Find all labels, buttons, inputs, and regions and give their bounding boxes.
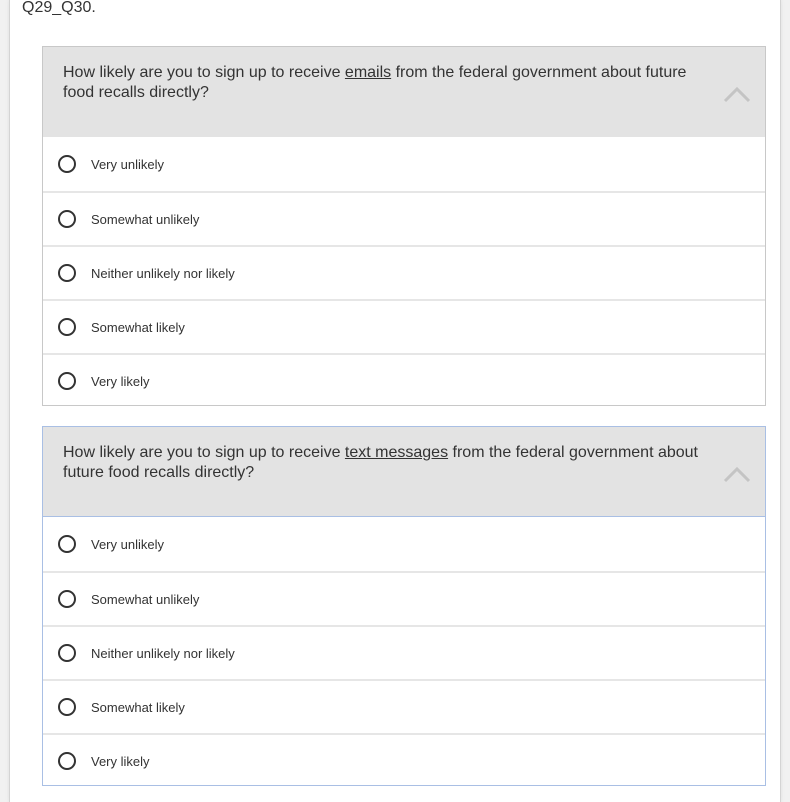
option-very-likely[interactable] bbox=[43, 353, 765, 407]
option-very-likely[interactable] bbox=[43, 733, 765, 787]
chevron-up-icon[interactable] bbox=[723, 465, 751, 483]
question-card-text-messages bbox=[42, 426, 766, 786]
question-text-after: from the federal government about future food recalls directly? bbox=[63, 444, 698, 481]
option-neither[interactable] bbox=[43, 245, 765, 299]
question-text bbox=[63, 444, 698, 481]
question-text bbox=[63, 64, 686, 101]
option-neither[interactable] bbox=[43, 625, 765, 679]
option-label: Very likely bbox=[91, 373, 150, 389]
option-list bbox=[43, 517, 765, 787]
option-somewhat-likely[interactable] bbox=[43, 679, 765, 733]
option-label: Very unlikely bbox=[91, 536, 164, 552]
radio-unchecked-icon[interactable] bbox=[58, 535, 76, 553]
radio-unchecked-icon[interactable] bbox=[58, 644, 76, 662]
question-text-underlined: text messages bbox=[344, 444, 449, 461]
radio-unchecked-icon[interactable] bbox=[58, 210, 76, 228]
radio-unchecked-icon[interactable] bbox=[58, 590, 76, 608]
radio-unchecked-icon[interactable] bbox=[58, 318, 76, 336]
option-label: Neither unlikely nor likely bbox=[91, 265, 235, 281]
radio-unchecked-icon[interactable] bbox=[58, 752, 76, 770]
chevron-up-icon[interactable] bbox=[723, 85, 751, 103]
option-label: Very unlikely bbox=[91, 156, 164, 172]
option-label: Somewhat likely bbox=[91, 319, 185, 335]
question-text-after: from the federal government about future food recalls directly? bbox=[63, 64, 687, 101]
question-text-underlined: emails bbox=[344, 64, 392, 81]
option-somewhat-unlikely[interactable] bbox=[43, 571, 765, 625]
question-id-label: Q29_Q30. bbox=[22, 0, 96, 16]
question-header[interactable] bbox=[43, 47, 765, 137]
option-label: Very likely bbox=[91, 753, 150, 769]
option-very-unlikely[interactable] bbox=[43, 517, 765, 571]
option-somewhat-unlikely[interactable] bbox=[43, 191, 765, 245]
option-somewhat-likely[interactable] bbox=[43, 299, 765, 353]
survey-panel bbox=[9, 0, 781, 802]
option-label: Somewhat unlikely bbox=[91, 591, 200, 607]
radio-unchecked-icon[interactable] bbox=[58, 372, 76, 390]
question-card-emails bbox=[42, 46, 766, 406]
option-label: Somewhat unlikely bbox=[91, 211, 200, 227]
radio-unchecked-icon[interactable] bbox=[58, 155, 76, 173]
option-label: Somewhat likely bbox=[91, 699, 185, 715]
question-text-before: How likely are you to sign up to receive bbox=[63, 444, 345, 461]
radio-unchecked-icon[interactable] bbox=[58, 264, 76, 282]
question-text-before: How likely are you to sign up to receive bbox=[63, 64, 345, 81]
option-list bbox=[43, 137, 765, 407]
option-very-unlikely[interactable] bbox=[43, 137, 765, 191]
option-label: Neither unlikely nor likely bbox=[91, 645, 235, 661]
radio-unchecked-icon[interactable] bbox=[58, 698, 76, 716]
question-header[interactable] bbox=[43, 427, 765, 517]
